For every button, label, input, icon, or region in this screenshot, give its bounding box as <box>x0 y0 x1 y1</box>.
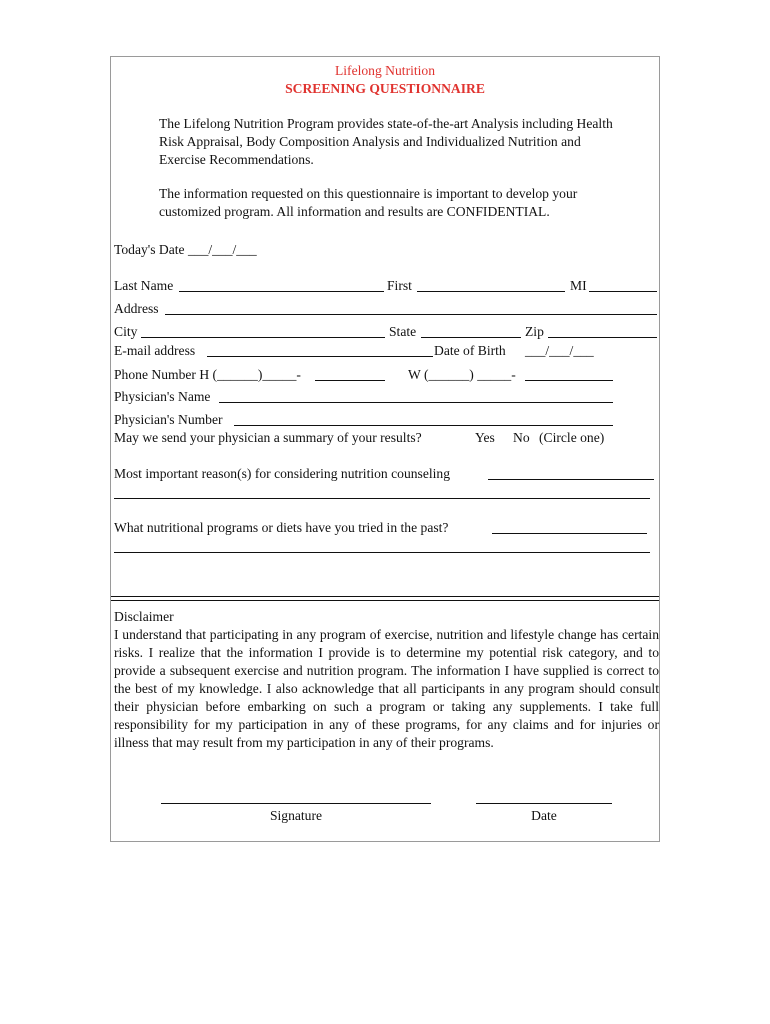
zip-label: Zip <box>525 324 544 339</box>
physician-name-input[interactable] <box>219 402 613 403</box>
address-label: Address <box>114 301 159 316</box>
state-input[interactable] <box>421 337 521 338</box>
date-line[interactable] <box>476 803 612 804</box>
dob-label: Date of Birth <box>434 343 506 358</box>
state-label: State <box>389 324 417 339</box>
email-input[interactable] <box>207 356 433 357</box>
phone-work-input[interactable] <box>525 380 613 381</box>
physician-name-label: Physician's Name <box>114 389 211 404</box>
todays-date-field[interactable]: Today's Date ___/___/___ <box>114 242 257 257</box>
programs-input-line-2[interactable] <box>114 552 650 553</box>
address-input[interactable] <box>165 314 657 315</box>
reasons-input-line-2[interactable] <box>114 498 650 499</box>
section-divider <box>111 596 659 601</box>
reasons-label: Most important reason(s) for considering nutrition counseling <box>114 466 451 481</box>
programs-label: What nutritional programs or diets have you tried in the past? <box>114 520 449 535</box>
brand-title: Lifelong Nutrition <box>334 63 436 78</box>
physician-number-input[interactable] <box>234 425 613 426</box>
no-option[interactable]: No <box>513 430 530 445</box>
form-frame <box>110 56 660 842</box>
phone-home-input[interactable] <box>315 380 385 381</box>
last-name-input[interactable] <box>179 291 384 292</box>
mi-input[interactable] <box>589 291 657 292</box>
phone-work-label: W (______) _____- <box>408 367 516 382</box>
physician-number-label: Physician's Number <box>114 412 223 427</box>
intro-paragraph-1: The Lifelong Nutrition Program provides state-of-the-art Analysis including Health Risk Appraisal, Body Composition Analysis and Individualized Nutrition and Exercise Recommendations. <box>159 116 613 167</box>
phone-home-label: Phone Number H (______)_____- <box>114 367 301 382</box>
intro-paragraph-2: The information requested on this questionnaire is important to develop your customized program. All information and results are CONFIDENTIAL. <box>159 186 578 219</box>
disclaimer-body: I understand that participating in any program of exercise, nutrition and lifestyle change has certain risks. I realize that the information I provide is to determine my potential risk category, and to provide a subsequent exercise and nutrition program. The information I have supplied is correct to the best of my knowledge. I also acknowledge that all participants in any program should consult their physician before embarking on such a program or taking any supplements. I take full responsibility for my participation in any of these programs, for any claims and for injuries or illness that may result from my participation in any of their programs. <box>114 627 659 750</box>
zip-input[interactable] <box>548 337 657 338</box>
last-name-label: Last Name <box>114 278 174 293</box>
disclaimer-heading: Disclaimer <box>114 609 174 624</box>
first-name-input[interactable] <box>417 291 565 292</box>
circle-one-note: (Circle one) <box>539 430 605 445</box>
city-input[interactable] <box>141 337 385 338</box>
email-label: E-mail address <box>114 343 196 358</box>
summary-question: May we send your physician a summary of your results? <box>114 430 422 445</box>
signature-label: Signature <box>269 808 323 823</box>
reasons-input-line-1[interactable] <box>488 479 654 480</box>
page-title: SCREENING QUESTIONNAIRE <box>285 81 485 96</box>
city-label: City <box>114 324 138 339</box>
mi-label: MI <box>570 278 587 293</box>
dob-input[interactable]: ___/___/___ <box>525 343 594 358</box>
signature-line[interactable] <box>161 803 431 804</box>
first-name-label: First <box>387 278 412 293</box>
date-label: Date <box>531 808 557 823</box>
yes-option[interactable]: Yes <box>475 430 495 445</box>
programs-input-line-1[interactable] <box>492 533 647 534</box>
